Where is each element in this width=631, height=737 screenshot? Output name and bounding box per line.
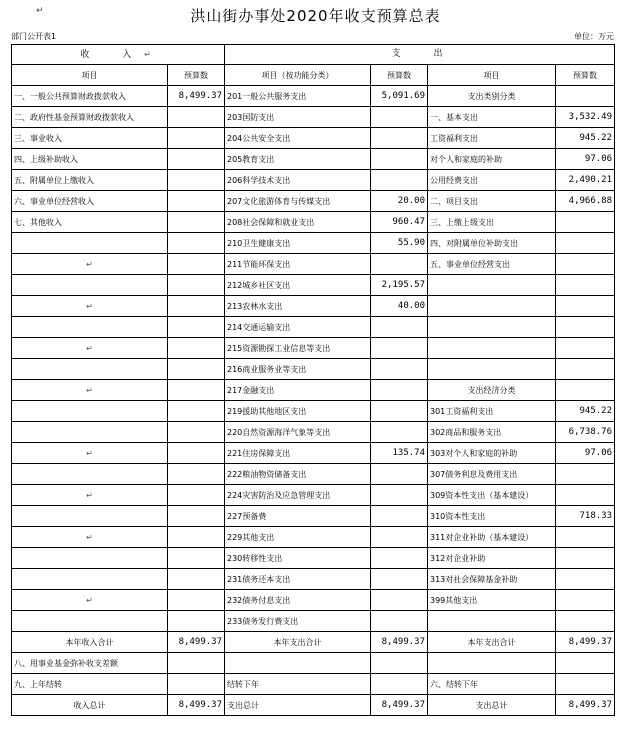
item-cell: 本年支出合计 — [225, 632, 371, 653]
budget-cell — [371, 380, 428, 401]
budget-cell — [168, 590, 225, 611]
item-cell: 六、结转下年 — [428, 674, 556, 695]
table-row — [12, 317, 615, 338]
item-cell: 四、上级补助收入 — [12, 149, 168, 170]
table-row — [12, 107, 615, 128]
item-cell: 一、基本支出 — [428, 107, 556, 128]
budget-cell: 945.22 — [556, 128, 615, 149]
item-cell: 结转下年 — [225, 674, 371, 695]
budget-cell — [168, 275, 225, 296]
column-header-budget: 预算数 — [556, 65, 615, 86]
budget-cell: 40.00 — [371, 296, 428, 317]
item-cell: 支出类别分类 — [428, 86, 556, 107]
budget-cell: 8,499.37 — [371, 632, 428, 653]
item-cell: 支出经济分类 — [428, 380, 556, 401]
table-row — [12, 359, 615, 380]
item-cell: 九、上年结转 — [12, 674, 168, 695]
column-header-budget: 预算数 — [168, 65, 225, 86]
item-cell: 206科学技术支出 — [225, 170, 371, 191]
budget-cell — [168, 107, 225, 128]
item-cell: 三、上缴上级支出 — [428, 212, 556, 233]
return-mark: ↵ — [86, 595, 93, 605]
budget-cell — [371, 317, 428, 338]
budget-cell: 97.06 — [556, 149, 615, 170]
item-cell: 301工资福利支出 — [428, 401, 556, 422]
item-cell: 八、用事业基金弥补收支差额 — [12, 653, 168, 674]
return-mark: ↵ — [86, 532, 93, 542]
table-row — [12, 128, 615, 149]
budget-cell: 2,490.21 — [556, 170, 615, 191]
item-cell: 220自然资源海洋气象等支出 — [225, 422, 371, 443]
item-cell: 219援助其他地区支出 — [225, 401, 371, 422]
item-cell — [12, 233, 168, 254]
table-row — [12, 422, 615, 443]
item-cell: 309资本性支出（基本建设） — [428, 485, 556, 506]
budget-cell — [168, 422, 225, 443]
budget-cell — [556, 569, 615, 590]
budget-cell — [371, 149, 428, 170]
budget-cell — [556, 338, 615, 359]
budget-cell: 8,499.37 — [371, 695, 428, 716]
item-cell: 201一般公共服务支出 — [225, 86, 371, 107]
budget-cell — [371, 338, 428, 359]
budget-cell — [556, 275, 615, 296]
item-cell: 本年支出合计 — [428, 632, 556, 653]
budget-cell — [556, 674, 615, 695]
table-row — [12, 590, 615, 611]
item-cell — [12, 338, 168, 359]
budget-cell — [168, 317, 225, 338]
return-mark: ↵ — [86, 301, 93, 311]
item-cell — [12, 548, 168, 569]
return-mark: ↵ — [86, 343, 93, 353]
budget-cell — [556, 317, 615, 338]
item-cell — [428, 296, 556, 317]
table-row — [12, 674, 615, 695]
budget-cell — [556, 590, 615, 611]
table-row — [12, 149, 615, 170]
budget-cell — [371, 464, 428, 485]
budget-cell — [371, 548, 428, 569]
table-row — [12, 86, 615, 107]
budget-cell: 945.22 — [556, 401, 615, 422]
item-cell: 二、项目支出 — [428, 191, 556, 212]
budget-cell: 6,738.76 — [556, 422, 615, 443]
budget-cell: 8,499.37 — [556, 632, 615, 653]
budget-cell — [168, 485, 225, 506]
item-cell — [12, 506, 168, 527]
item-cell — [12, 422, 168, 443]
expense-section-header: 支 出 — [225, 45, 615, 65]
item-cell: 公用经费支出 — [428, 170, 556, 191]
budget-cell: 20.00 — [371, 191, 428, 212]
budget-cell — [168, 296, 225, 317]
item-cell — [12, 380, 168, 401]
budget-cell — [371, 485, 428, 506]
budget-cell — [168, 401, 225, 422]
budget-cell — [371, 254, 428, 275]
item-cell: 工资福利支出 — [428, 128, 556, 149]
item-cell: 支出总计 — [428, 695, 556, 716]
item-cell: 307债务利息及费用支出 — [428, 464, 556, 485]
item-cell: 221住房保障支出 — [225, 443, 371, 464]
item-cell: 207文化旅游体育与传媒支出 — [225, 191, 371, 212]
table-row — [12, 695, 615, 716]
budget-cell — [556, 611, 615, 632]
budget-cell — [371, 359, 428, 380]
budget-cell: 8,499.37 — [168, 632, 225, 653]
item-cell: 204公共安全支出 — [225, 128, 371, 149]
budget-cell — [168, 191, 225, 212]
budget-cell — [168, 128, 225, 149]
budget-cell — [371, 653, 428, 674]
item-cell: 313对社会保障基金补助 — [428, 569, 556, 590]
budget-cell — [556, 296, 615, 317]
item-cell — [12, 317, 168, 338]
table-row — [12, 485, 615, 506]
budget-cell — [371, 170, 428, 191]
table-row — [12, 611, 615, 632]
budget-cell — [556, 212, 615, 233]
return-mark: ↵ — [86, 259, 93, 269]
column-header-item-func: 项目（按功能分类） — [225, 65, 371, 86]
budget-cell — [371, 107, 428, 128]
item-cell: 227预备费 — [225, 506, 371, 527]
return-mark: ↵ — [86, 490, 93, 500]
item-cell: 收入总计 — [12, 695, 168, 716]
item-cell — [428, 611, 556, 632]
item-cell: 六、事业单位经营收入 — [12, 191, 168, 212]
item-cell: 213农林水支出 — [225, 296, 371, 317]
budget-cell — [168, 611, 225, 632]
table-row — [12, 464, 615, 485]
item-cell: 二、政府性基金预算财政拨款收入 — [12, 107, 168, 128]
budget-cell — [556, 380, 615, 401]
budget-cell — [371, 422, 428, 443]
budget-cell — [168, 443, 225, 464]
item-cell — [12, 359, 168, 380]
budget-cell — [371, 506, 428, 527]
budget-cell: 8,499.37 — [168, 86, 225, 107]
table-row — [12, 212, 615, 233]
item-cell — [428, 338, 556, 359]
item-cell: 312对企业补助 — [428, 548, 556, 569]
budget-cell — [371, 527, 428, 548]
budget-cell — [556, 86, 615, 107]
budget-cell — [168, 338, 225, 359]
budget-cell: 960.47 — [371, 212, 428, 233]
item-cell: 五、事业单位经营支出 — [428, 254, 556, 275]
item-cell: 205教育支出 — [225, 149, 371, 170]
budget-cell — [168, 527, 225, 548]
budget-cell — [168, 653, 225, 674]
item-cell: 217金融支出 — [225, 380, 371, 401]
item-cell: 203国防支出 — [225, 107, 371, 128]
table-row — [12, 233, 615, 254]
budget-cell — [556, 233, 615, 254]
item-cell: 311对企业补助（基本建设） — [428, 527, 556, 548]
table-row — [12, 191, 615, 212]
item-cell — [428, 359, 556, 380]
table-row — [12, 653, 615, 674]
return-mark: ↵ — [86, 385, 93, 395]
item-cell — [225, 653, 371, 674]
item-cell: 224灾害防治及应急管理支出 — [225, 485, 371, 506]
budget-cell — [168, 254, 225, 275]
budget-table — [11, 44, 615, 716]
table-row — [12, 338, 615, 359]
budget-cell — [168, 359, 225, 380]
budget-cell — [168, 233, 225, 254]
item-cell: 五、附属单位上缴收入 — [12, 170, 168, 191]
budget-cell — [371, 674, 428, 695]
budget-cell — [168, 170, 225, 191]
table-row — [12, 275, 615, 296]
budget-cell — [556, 464, 615, 485]
table-row — [12, 296, 615, 317]
table-row — [12, 548, 615, 569]
item-cell — [428, 317, 556, 338]
item-cell: 210卫生健康支出 — [225, 233, 371, 254]
item-cell — [12, 485, 168, 506]
budget-cell — [168, 380, 225, 401]
table-row — [12, 170, 615, 191]
item-cell: 310资本性支出 — [428, 506, 556, 527]
budget-cell — [556, 254, 615, 275]
page-title: 洪山街办事处2020年收支预算总表 — [190, 7, 441, 25]
item-cell: 215资源勘探工业信息等支出 — [225, 338, 371, 359]
item-cell — [12, 611, 168, 632]
budget-cell — [371, 569, 428, 590]
income-section-header — [12, 45, 225, 65]
item-cell: 本年收入合计 — [12, 632, 168, 653]
item-cell — [12, 590, 168, 611]
return-mark: ↵ — [144, 49, 156, 59]
column-header-item: 项目 — [428, 65, 556, 86]
budget-cell — [556, 359, 615, 380]
item-cell: 216商业服务业等支出 — [225, 359, 371, 380]
item-cell: 七、其他收入 — [12, 212, 168, 233]
table-row — [12, 569, 615, 590]
table-row — [12, 254, 615, 275]
income-section-label: 收 入 — [80, 49, 137, 60]
item-cell — [12, 569, 168, 590]
budget-cell — [168, 149, 225, 170]
item-cell: 232债务付息支出 — [225, 590, 371, 611]
budget-cell — [371, 590, 428, 611]
budget-cell — [168, 674, 225, 695]
item-cell: 212城乡社区支出 — [225, 275, 371, 296]
item-cell: 一、一般公共预算财政拨款收入 — [12, 86, 168, 107]
budget-cell — [168, 506, 225, 527]
budget-cell — [556, 527, 615, 548]
item-cell: 四、对附属单位补助支出 — [428, 233, 556, 254]
item-cell: 229其他支出 — [225, 527, 371, 548]
item-cell — [428, 275, 556, 296]
item-cell: 三、事业收入 — [12, 128, 168, 149]
item-cell: 对个人和家庭的补助 — [428, 149, 556, 170]
budget-cell: 718.33 — [556, 506, 615, 527]
column-header-item: 项目 — [12, 65, 168, 86]
item-cell: 231债务还本支出 — [225, 569, 371, 590]
column-header-budget: 预算数 — [371, 65, 428, 86]
budget-cell — [556, 653, 615, 674]
unit-label: 单位：万元 — [574, 32, 614, 41]
table-row — [12, 380, 615, 401]
table-row — [12, 527, 615, 548]
item-cell — [12, 464, 168, 485]
budget-cell: 8,499.37 — [556, 695, 615, 716]
budget-cell — [168, 569, 225, 590]
item-cell: 230转移性支出 — [225, 548, 371, 569]
budget-cell — [371, 128, 428, 149]
item-cell — [12, 443, 168, 464]
item-cell: 211节能环保支出 — [225, 254, 371, 275]
table-row — [12, 401, 615, 422]
item-cell — [12, 527, 168, 548]
item-cell: 303对个人和家庭的补助 — [428, 443, 556, 464]
budget-cell — [371, 611, 428, 632]
budget-cell — [556, 485, 615, 506]
return-mark: ↵ — [86, 448, 93, 458]
budget-cell: 135.74 — [371, 443, 428, 464]
form-name: 部门公开表1 — [11, 32, 57, 41]
table-row — [12, 632, 615, 653]
item-cell — [12, 254, 168, 275]
column-header-row — [12, 65, 615, 86]
budget-cell: 3,532.49 — [556, 107, 615, 128]
budget-cell — [168, 548, 225, 569]
item-cell: 208社会保障和就业支出 — [225, 212, 371, 233]
budget-cell: 5,091.69 — [371, 86, 428, 107]
item-cell — [12, 275, 168, 296]
budget-cell: 2,195.57 — [371, 275, 428, 296]
item-cell: 222粮油物资储备支出 — [225, 464, 371, 485]
section-header-row — [12, 45, 615, 65]
budget-cell: 55.90 — [371, 233, 428, 254]
item-cell: 302商品和服务支出 — [428, 422, 556, 443]
table-row — [12, 506, 615, 527]
item-cell: 支出总计 — [225, 695, 371, 716]
item-cell: 399其他支出 — [428, 590, 556, 611]
table-row — [12, 443, 615, 464]
item-cell: 233债务发行费支出 — [225, 611, 371, 632]
budget-cell — [371, 401, 428, 422]
return-mark: ↵ — [36, 6, 44, 16]
budget-cell: 4,966.88 — [556, 191, 615, 212]
item-cell — [428, 653, 556, 674]
budget-cell: 97.06 — [556, 443, 615, 464]
item-cell: 214交通运输支出 — [225, 317, 371, 338]
budget-cell — [168, 212, 225, 233]
budget-cell — [168, 464, 225, 485]
item-cell — [12, 401, 168, 422]
item-cell — [12, 296, 168, 317]
budget-cell: 8,499.37 — [168, 695, 225, 716]
budget-cell — [556, 548, 615, 569]
